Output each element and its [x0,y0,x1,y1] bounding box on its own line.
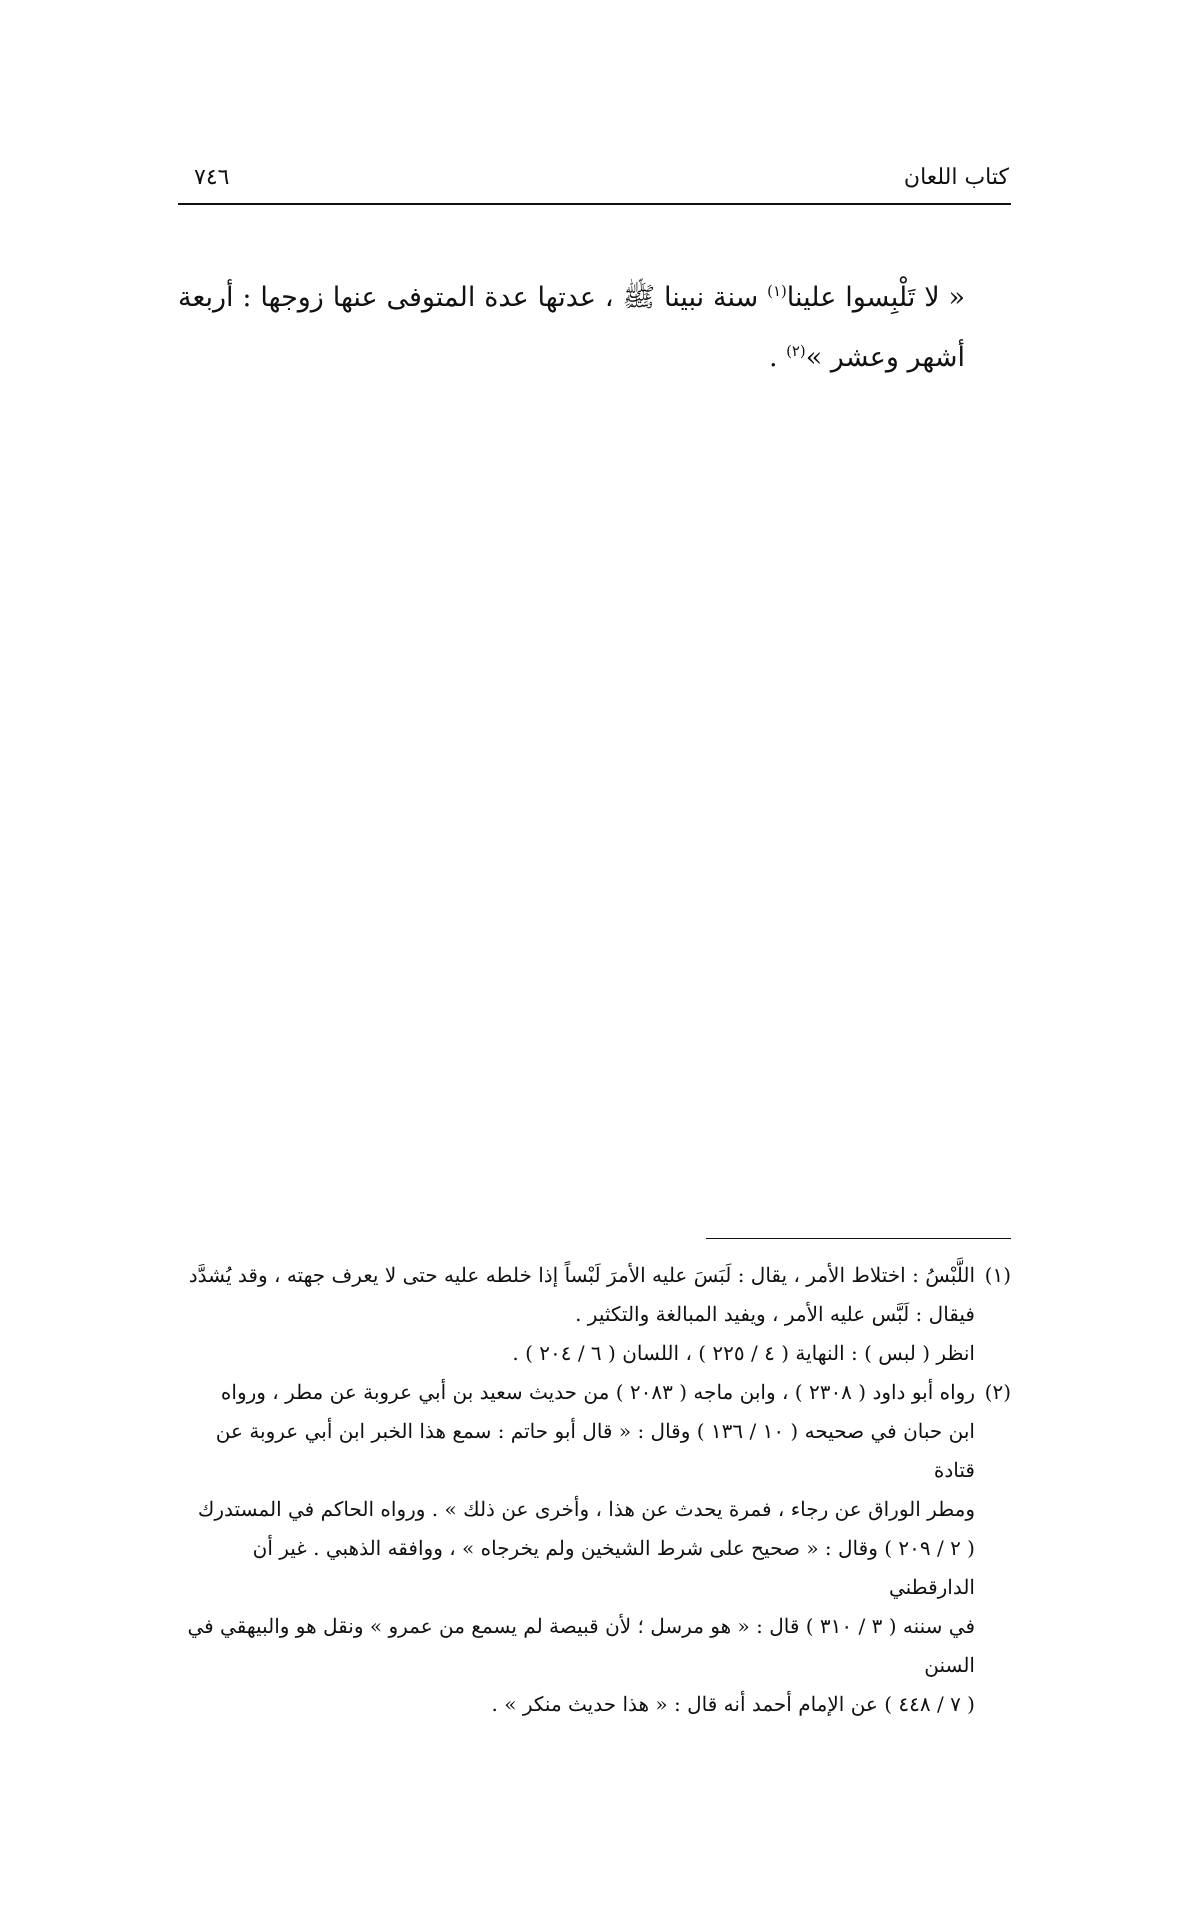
footnote-line: اللَّبْسُ : اختلاط الأمر ، يقال : لَبَسَ عليه الأمرَ لَبْساً إذا خلطه عليه حتى لا يعرف جهته ، وقد يُشدَّد [188,1263,975,1287]
header-rule [178,203,1011,205]
footnote-ref-2[interactable]: (٢) [786,342,806,360]
footnote-line: فيقال : لَبَّس عليه الأمر ، ويفيد المبالغة والتكثير . [575,1302,975,1326]
main-text-part: . [768,342,787,373]
footnote-line: ابن حبان في صحيحه ( ١٠ / ١٣٦ ) وقال : « قال أبو حاتم : سمع هذا الخبر ابن أبي عروبة عن قتادة [215,1419,975,1482]
footnote-ref-1[interactable]: (١) [767,282,787,300]
page-number: ٧٤٦ [194,165,230,190]
footnote-line: رواه أبو داود ( ٢٣٠٨ ) ، وابن ماجه ( ٢٠٨٣ ) من حديث سعيد بن أبي عروبة عن مطر ، ورواه [220,1380,975,1404]
main-text [178,268,965,388]
footnote-line: ( ٧ / ٤٤٨ ) عن الإمام أحمد أنه قال : « هذا حديث منكر » . [491,1692,975,1716]
chapter-title: كتاب اللعان [903,165,1009,190]
running-header [178,165,1011,203]
footnote-1 [178,1256,1011,1295]
footnote-line: انظر ( لبس ) : النهاية ( ٤ / ٢٢٥ ) ، اللسان ( ٦ / ٢٠٤ ) . [512,1341,975,1365]
main-text-part: سنة نبينا ﷺ ، عدتها عدة المتوفى عنها زوجها : أربعة أشهر وعشر » [178,282,965,373]
main-text-part: « لا تَلْبِسوا علينا [786,282,966,313]
footnotes [178,1256,1011,1724]
footnote-2 [178,1373,1011,1412]
footnote-separator [706,1238,1011,1239]
footnote-line: ومطر الوراق عن رجاء ، فمرة يحدث عن هذا ، وأخرى عن ذلك » . ورواه الحاكم في المستدرك [197,1497,975,1521]
footnote-number: (٢) [984,1380,1011,1404]
footnote-line: ( ٢ / ٢٠٩ ) وقال : « صحيح على شرط الشيخين ولم يخرجاه » ، ووافقه الذهبي . غير أن الدارقطني [252,1536,975,1599]
footnote-line: في سننه ( ٣ / ٣١٠ ) قال : « هو مرسل ؛ لأن قبيصة لم يسمع من عمرو » ونقل هو والبيهقي في السنن [187,1614,975,1677]
footnote-number: (١) [984,1263,1011,1287]
